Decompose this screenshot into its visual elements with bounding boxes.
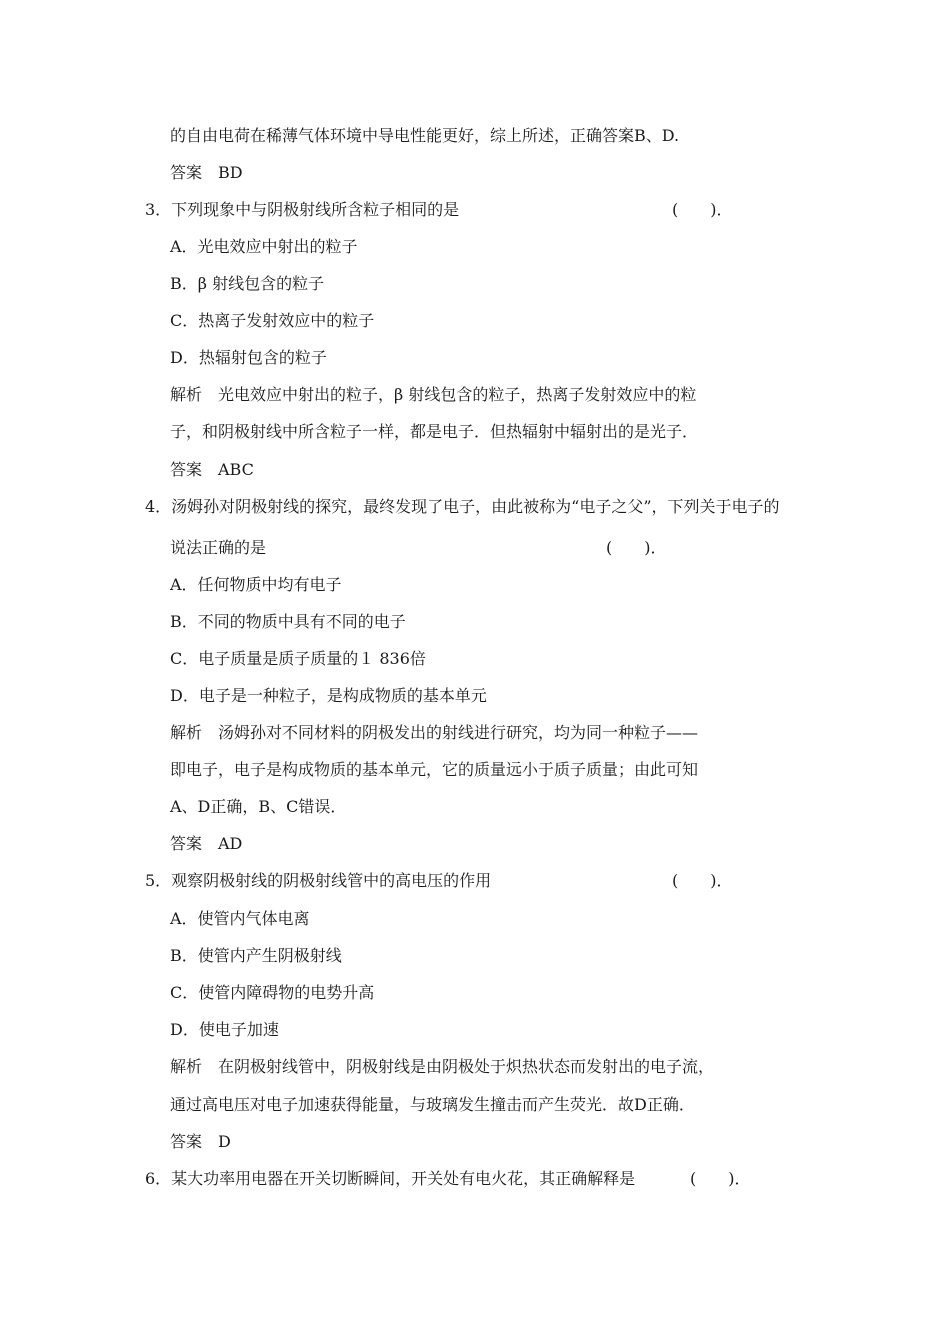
q3-analysis-line-1: 解析 光电效应中射出的粒子，β 射线包含的粒子，热离子发射效应中的粒 — [170, 385, 697, 404]
q5-option-b: B．使管内产生阴极射线 — [170, 946, 342, 965]
q6-answer-blank: ( )． — [690, 1169, 751, 1188]
q3-option-b: B．β 射线包含的粒子 — [170, 274, 325, 293]
q4-option-a: A．任何物质中均有电子 — [170, 575, 342, 594]
q3-answer: 答案 ABC — [170, 460, 254, 479]
q4-stem-line-1: 4．汤姆孙对阴极射线的探究，最终发现了电子，由此被称为“电子之父”，下列关于电子的 — [145, 497, 780, 516]
q4-option-d: D．电子是一种粒子，是构成物质的基本单元 — [170, 686, 487, 705]
q5-analysis-line-2: 通过高电压对电子加速获得能量，与玻璃发生撞击而产生荧光．故D正确． — [170, 1095, 695, 1114]
q4-option-c: C．电子质量是质子质量的１ 836倍 — [170, 649, 426, 668]
q4-analysis-line-2: 即电子，电子是构成物质的基本单元，它的质量远小于质子质量；由此可知 — [170, 760, 699, 779]
q3-answer-blank: ( )． — [672, 200, 733, 219]
q2-explanation-tail: 的自由电荷在稀薄气体环境中导电性能更好，综上所述，正确答案B、D. — [170, 126, 680, 145]
q4-answer-blank: ( )． — [606, 538, 667, 557]
q3-option-d: D．热辐射包含的粒子 — [170, 348, 327, 367]
q5-answer: 答案 D — [170, 1132, 231, 1151]
q3-analysis-line-2: 子，和阴极射线中所含粒子一样，都是电子．但热辐射中辐射出的是光子． — [170, 422, 699, 441]
q4-option-b: B．不同的物质中具有不同的电子 — [170, 612, 406, 631]
q3-stem: 3．下列现象中与阴极射线所含粒子相同的是 — [145, 200, 460, 219]
q2-answer: 答案 BD — [170, 163, 243, 182]
q5-option-c: C．使管内障碍物的电势升高 — [170, 983, 375, 1002]
q4-stem-line-2: 说法正确的是 — [170, 538, 267, 557]
q5-stem: 5．观察阴极射线的阴极射线管中的高电压的作用 — [145, 871, 492, 890]
q6-stem: 6．某大功率用电器在开关切断瞬间，开关处有电火花，其正确解释是 — [145, 1169, 636, 1188]
q5-option-d: D．使电子加速 — [170, 1020, 279, 1039]
q4-analysis-line-3: A、D正确，B、C错误． — [170, 797, 347, 816]
q5-option-a: A．使管内气体电离 — [170, 909, 310, 928]
q4-answer: 答案 AD — [170, 834, 243, 853]
q5-analysis-line-1: 解析 在阴极射线管中，阴极射线是由阴极处于炽热状态而发射出的电子流， — [170, 1057, 715, 1076]
q3-option-c: C．热离子发射效应中的粒子 — [170, 311, 375, 330]
q4-analysis-line-1: 解析 汤姆孙对不同材料的阴极发出的射线进行研究，均为同一种粒子—— — [170, 723, 699, 742]
q5-answer-blank: ( )． — [672, 871, 733, 890]
q3-option-a: A．光电效应中射出的粒子 — [170, 237, 358, 256]
